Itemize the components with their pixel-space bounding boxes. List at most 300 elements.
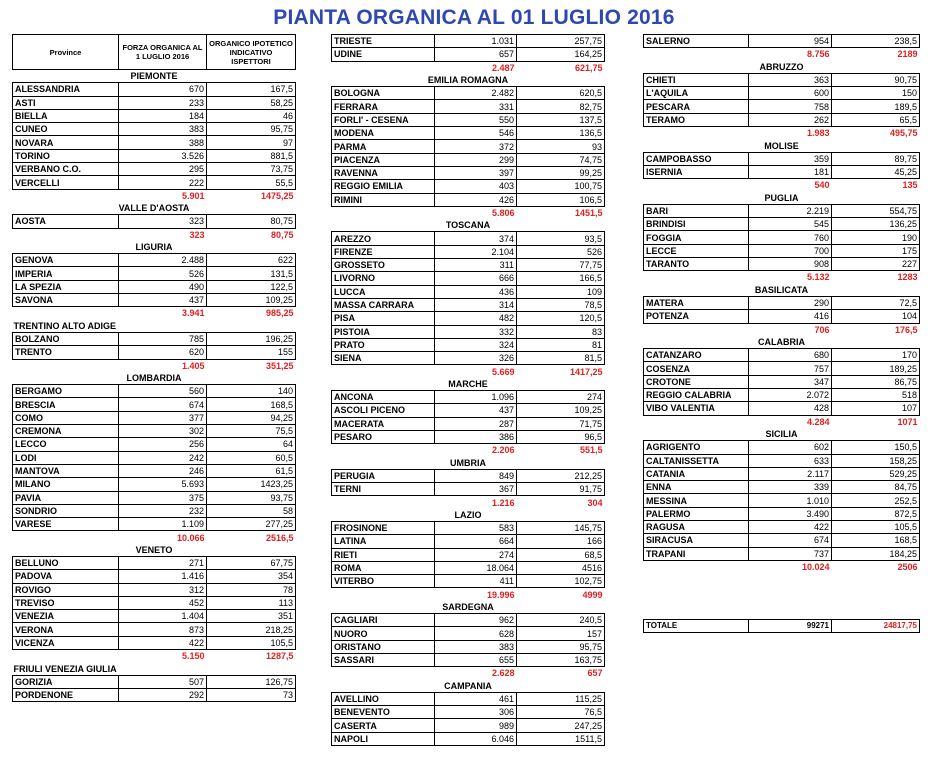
province-name: BERGAMO	[13, 385, 119, 398]
table-row	[332, 391, 605, 404]
blank-cell	[332, 496, 435, 509]
forza-value: 422	[749, 520, 832, 533]
province-name: AOSTA	[13, 215, 119, 228]
region-name: UMBRIA	[450, 457, 486, 468]
table-row	[644, 454, 920, 467]
organico-value: 247,25	[517, 719, 605, 732]
organico-value: 166	[517, 535, 605, 548]
province-name: PAVIA	[13, 491, 119, 504]
blank-cell	[13, 228, 119, 241]
forza-value: 737	[749, 547, 832, 560]
table-row	[644, 520, 920, 533]
region-total-organico: 1071	[897, 416, 918, 427]
forza-value: 367	[435, 483, 517, 496]
organico-value: 73,75	[207, 163, 296, 176]
province-name: RAGUSA	[644, 520, 749, 533]
table-row	[644, 362, 920, 375]
region-header-row	[644, 139, 920, 152]
table-row	[332, 113, 605, 126]
forza-value: 526	[119, 267, 207, 280]
province-name: RAVENNA	[332, 166, 435, 179]
forza-value: 181	[749, 165, 832, 178]
forza-value: 1.404	[119, 610, 207, 623]
region-name: PUGLIA	[764, 192, 799, 203]
province-name: ROMA	[332, 561, 435, 574]
table-row	[644, 441, 920, 454]
forza-value: 314	[435, 298, 517, 311]
region-header-row	[13, 544, 296, 557]
province-name: ENNA	[644, 481, 749, 494]
organico-value: 120,5	[517, 312, 605, 325]
table-row	[13, 464, 296, 477]
table-row	[13, 623, 296, 636]
province-name: PARMA	[332, 140, 435, 153]
organico-value: 126,75	[207, 675, 296, 688]
region-total-organico: 2506	[897, 562, 918, 573]
blank-cell	[13, 531, 119, 544]
forza-value: 306	[435, 706, 517, 719]
organico-value: 109	[517, 285, 605, 298]
forza-value: 246	[119, 464, 207, 477]
table-row	[13, 149, 296, 162]
region-header-row	[644, 192, 920, 205]
table-row	[332, 521, 605, 534]
organico-value: 86,75	[832, 375, 920, 388]
organico-value: 175	[832, 244, 920, 257]
organico-value: 71,75	[517, 417, 605, 430]
table-row	[332, 575, 605, 588]
forza-value: 233	[119, 96, 207, 109]
organico-value: 157	[517, 627, 605, 640]
forza-value: 323	[119, 215, 207, 228]
province-name: CASERTA	[332, 719, 435, 732]
organico-value: 97	[207, 136, 296, 149]
organico-value: 77,75	[517, 259, 605, 272]
organico-value: 196,25	[207, 332, 296, 345]
table-row	[332, 232, 605, 245]
region-header-row	[332, 509, 605, 522]
table-row	[332, 272, 605, 285]
table-row	[332, 719, 605, 732]
province-name: TREVISO	[13, 596, 119, 609]
province-name: GORIZIA	[13, 675, 119, 688]
table-row	[332, 312, 605, 325]
region-name: VENETO	[135, 544, 173, 555]
province-name: VIBO VALENTIA	[644, 402, 749, 415]
table-row	[332, 706, 605, 719]
table-row	[13, 176, 296, 189]
region-header-row	[644, 336, 920, 349]
region-name: SARDEGNA	[442, 601, 494, 612]
province-name: CALTANISSETTA	[644, 454, 749, 467]
province-name: PISA	[332, 312, 435, 325]
province-name: TERAMO	[644, 113, 749, 126]
province-name: PORDENONE	[13, 688, 119, 701]
table-row	[13, 346, 296, 359]
table-row	[644, 35, 920, 48]
province-name: BOLZANO	[13, 332, 119, 345]
forza-value: 326	[435, 352, 517, 365]
table-row	[332, 640, 605, 653]
blank-cell	[332, 206, 435, 219]
region-name: PIEMONTE	[130, 71, 178, 82]
region-total-forza: 8.756	[806, 49, 830, 60]
region-total-organico: 135	[902, 180, 918, 191]
forza-value: 242	[119, 451, 207, 464]
organico-value: 74,75	[517, 153, 605, 166]
table-row	[332, 180, 605, 193]
province-name: POTENZA	[644, 310, 749, 323]
table-row	[13, 280, 296, 293]
organico-value: 67,75	[207, 556, 296, 569]
province-name: PRATO	[332, 338, 435, 351]
forza-value: 700	[749, 244, 832, 257]
table-row	[332, 100, 605, 113]
table-row	[644, 113, 920, 126]
province-name: BIELLA	[13, 109, 119, 122]
organico-value: 238,5	[832, 35, 920, 48]
region-total-row	[644, 415, 920, 428]
province-name: MESSINA	[644, 494, 749, 507]
forza-value: 292	[119, 688, 207, 701]
organico-value: 80,75	[207, 215, 296, 228]
blank-cell	[644, 179, 749, 192]
organico-value: 1511,5	[517, 732, 605, 745]
province-name: L'AQUILA	[644, 87, 749, 100]
blank-cell	[644, 415, 749, 428]
region-total-forza: 1.405	[181, 360, 205, 371]
province-name: TERNI	[332, 483, 435, 496]
table-row	[644, 481, 920, 494]
forza-value: 680	[749, 349, 832, 362]
region-total-forza: 1.983	[806, 128, 830, 139]
organico-value: 4516	[517, 561, 605, 574]
table-row	[644, 244, 920, 257]
table-row	[332, 35, 605, 48]
forza-value: 256	[119, 438, 207, 451]
region-total-organico: 176,5	[894, 324, 918, 335]
organico-value: 274	[517, 391, 605, 404]
region-total-organico: 1451,5	[574, 208, 603, 218]
region-name: LOMBARDIA	[126, 372, 182, 383]
organico-value: 93,75	[207, 491, 296, 504]
region-name: BASILICATA	[754, 284, 809, 295]
table-row	[644, 296, 920, 309]
region-name: MOLISE	[764, 140, 799, 151]
forza-value: 633	[749, 454, 832, 467]
forza-value: 428	[749, 402, 832, 415]
forza-value: 2.488	[119, 254, 207, 267]
forza-value: 363	[749, 73, 832, 86]
organico-table-3	[643, 34, 920, 573]
forza-value: 760	[749, 231, 832, 244]
organico-value: 95,75	[517, 640, 605, 653]
table-column-2	[331, 34, 605, 746]
organico-value: 81	[517, 338, 605, 351]
forza-value: 403	[435, 180, 517, 193]
region-name: TRENTINO ALTO ADIGE	[13, 320, 116, 331]
organico-value: 105,5	[832, 520, 920, 533]
table-row	[644, 258, 920, 271]
organico-value: 168,5	[832, 534, 920, 547]
region-total-forza: 706	[814, 324, 830, 335]
table-row	[13, 636, 296, 649]
forza-value: 674	[749, 534, 832, 547]
organico-value: 73	[207, 688, 296, 701]
region-name: EMILIA ROMAGNA	[427, 75, 509, 86]
organico-value: 167,5	[207, 83, 296, 96]
table-row	[13, 385, 296, 398]
region-total-row	[644, 127, 920, 140]
table-row	[13, 411, 296, 424]
table-row	[332, 614, 605, 627]
province-name: COMO	[13, 411, 119, 424]
forza-value: 302	[119, 425, 207, 438]
province-name: IMPERIA	[13, 267, 119, 280]
region-total-forza: 10.024	[801, 562, 830, 573]
region-total-row	[332, 588, 605, 601]
forza-value: 2.117	[749, 467, 832, 480]
table-row	[644, 402, 920, 415]
region-total-forza: 5.150	[181, 651, 205, 662]
forza-value: 271	[119, 556, 207, 569]
organico-value: 104	[832, 310, 920, 323]
province-name: ASCOLI PICENO	[332, 404, 435, 417]
province-name: CATANZARO	[644, 349, 749, 362]
forza-value: 674	[119, 398, 207, 411]
forza-value: 324	[435, 338, 517, 351]
forza-value: 1.010	[749, 494, 832, 507]
table-header	[13, 35, 296, 70]
organico-value: 105,5	[207, 636, 296, 649]
blank-cell	[332, 667, 435, 680]
province-name: CROTONE	[644, 375, 749, 388]
blank-cell	[332, 365, 435, 378]
organico-value: 82,75	[517, 100, 605, 113]
forza-value: 331	[435, 100, 517, 113]
organico-value: 76,5	[517, 706, 605, 719]
province-name: RIMINI	[332, 193, 435, 206]
table-row	[13, 675, 296, 688]
forza-value: 347	[749, 375, 832, 388]
region-total-forza: 4.284	[806, 416, 830, 427]
table-row	[644, 165, 920, 178]
region-header-row	[332, 219, 605, 232]
region-header-row	[13, 241, 296, 254]
table-row	[332, 535, 605, 548]
table-row	[13, 294, 296, 307]
organico-value: 145,75	[517, 521, 605, 534]
organico-value: 45,25	[832, 165, 920, 178]
organico-value: 94,25	[207, 411, 296, 424]
province-name: BRESCIA	[13, 398, 119, 411]
province-name: ISERNIA	[644, 165, 749, 178]
province-name: TRIESTE	[332, 35, 435, 48]
table-row	[644, 100, 920, 113]
province-name: CATANIA	[644, 467, 749, 480]
region-total-forza: 5.901	[181, 190, 205, 201]
organico-value: 212,25	[517, 469, 605, 482]
table-row	[332, 732, 605, 745]
region-total-organico: 657	[587, 668, 603, 679]
blank-cell	[644, 323, 749, 336]
table-row	[332, 259, 605, 272]
province-name: VERBANO C.O.	[13, 163, 119, 176]
region-header-row	[332, 680, 605, 693]
forza-value: 1.416	[119, 570, 207, 583]
organico-value: 107	[832, 402, 920, 415]
table-row	[644, 204, 920, 217]
forza-value: 312	[119, 583, 207, 596]
table-row	[332, 417, 605, 430]
region-name: FRIULI VENEZIA GIULIA	[13, 663, 117, 674]
organico-value: 277,25	[207, 518, 296, 531]
forza-value: 383	[435, 640, 517, 653]
table-row	[13, 596, 296, 609]
organico-value: 136,25	[832, 218, 920, 231]
region-total-forza: 2.487	[491, 62, 515, 73]
organico-value: 140	[207, 385, 296, 398]
region-total-forza: 2.628	[491, 668, 515, 679]
forza-value: 437	[435, 404, 517, 417]
forza-value: 375	[119, 491, 207, 504]
forza-value: 560	[119, 385, 207, 398]
table-row	[13, 163, 296, 176]
region-total-organico: 1417,25	[569, 366, 603, 377]
region-total-forza: 540	[814, 180, 830, 191]
forza-value: 657	[435, 48, 517, 61]
table-row	[13, 332, 296, 345]
province-name: CAMPOBASSO	[644, 152, 749, 165]
forza-value: 2.072	[749, 389, 832, 402]
province-name: REGGIO CALABRIA	[644, 389, 749, 402]
organico-value: 100,75	[517, 180, 605, 193]
organico-table-1	[12, 34, 296, 702]
region-header-row	[13, 70, 296, 83]
forza-value: 295	[119, 163, 207, 176]
blank-cell	[644, 271, 749, 284]
forza-value: 785	[119, 332, 207, 345]
province-name: CREMONA	[13, 425, 119, 438]
forza-value: 546	[435, 127, 517, 140]
forza-value: 274	[435, 548, 517, 561]
organico-value: 150,5	[832, 441, 920, 454]
organico-value: 622	[207, 254, 296, 267]
table-row	[332, 245, 605, 258]
table-row	[332, 48, 605, 61]
organico-value: 137,5	[517, 113, 605, 126]
forza-value: 666	[435, 272, 517, 285]
organico-value: 166,5	[517, 272, 605, 285]
table-row	[13, 478, 296, 491]
table-row	[332, 153, 605, 166]
forza-value: 655	[435, 653, 517, 666]
table-row	[332, 87, 605, 100]
table-row	[644, 494, 920, 507]
province-name: AREZZO	[332, 232, 435, 245]
forza-value: 550	[435, 113, 517, 126]
province-name: TARANTO	[644, 258, 749, 271]
province-name: BRINDISI	[644, 218, 749, 231]
province-name: LUCCA	[332, 285, 435, 298]
table-row	[332, 430, 605, 443]
province-name: VERCELLI	[13, 176, 119, 189]
region-header-row	[644, 61, 920, 74]
table-row	[332, 627, 605, 640]
blank-cell	[644, 127, 749, 140]
region-name: TOSCANA	[445, 220, 491, 231]
province-name: GENOVA	[13, 254, 119, 267]
table-row	[644, 218, 920, 231]
forza-value: 290	[749, 296, 832, 309]
table-row	[13, 96, 296, 109]
blank-cell	[332, 588, 435, 601]
organico-value: 240,5	[517, 614, 605, 627]
province-name: MILANO	[13, 478, 119, 491]
region-total-organico: 80,75	[270, 229, 294, 240]
forza-value: 1.109	[119, 518, 207, 531]
table-row	[332, 548, 605, 561]
header-province: Province	[13, 35, 119, 70]
organico-value: 93	[517, 140, 605, 153]
organico-value: 72,5	[832, 296, 920, 309]
province-name: BELLUNO	[13, 556, 119, 569]
table-row	[13, 583, 296, 596]
province-name: COSENZA	[644, 362, 749, 375]
organico-value: 122,5	[207, 280, 296, 293]
region-total-row	[644, 179, 920, 192]
forza-value: 2.104	[435, 245, 517, 258]
table-row	[332, 653, 605, 666]
region-total-forza: 5.132	[806, 272, 830, 283]
blank-cell	[644, 48, 749, 61]
table-row	[644, 375, 920, 388]
province-name: MANTOVA	[13, 464, 119, 477]
region-total-organico: 1283	[897, 272, 918, 283]
table-row	[13, 215, 296, 228]
forza-value: 311	[435, 259, 517, 272]
table-row	[13, 504, 296, 517]
organico-value: 84,75	[832, 481, 920, 494]
blank-cell	[332, 61, 435, 74]
region-total-forza: 1.216	[491, 497, 515, 508]
organico-value: 190	[832, 231, 920, 244]
forza-value: 359	[749, 152, 832, 165]
table-row	[332, 692, 605, 705]
organico-value: 163,75	[517, 653, 605, 666]
province-name: FERRARA	[332, 100, 435, 113]
region-total-organico: 1287,5	[265, 651, 294, 662]
table-row	[13, 109, 296, 122]
forza-value: 184	[119, 109, 207, 122]
table-row	[332, 352, 605, 365]
province-name: NOVARA	[13, 136, 119, 149]
table-row	[332, 561, 605, 574]
region-header-row	[13, 372, 296, 385]
organico-value: 58,25	[207, 96, 296, 109]
region-total-row	[644, 48, 920, 61]
province-name: PADOVA	[13, 570, 119, 583]
province-name: CAGLIARI	[332, 614, 435, 627]
organico-value: 91,75	[517, 483, 605, 496]
province-name: LA SPEZIA	[13, 280, 119, 293]
grand-total-label: TOTALE	[644, 620, 749, 633]
region-total-forza: 5.806	[491, 208, 515, 218]
organico-value: 184,25	[832, 547, 920, 560]
province-name: PALERMO	[644, 507, 749, 520]
region-total-row	[332, 206, 605, 219]
province-name: NAPOLI	[332, 732, 435, 745]
